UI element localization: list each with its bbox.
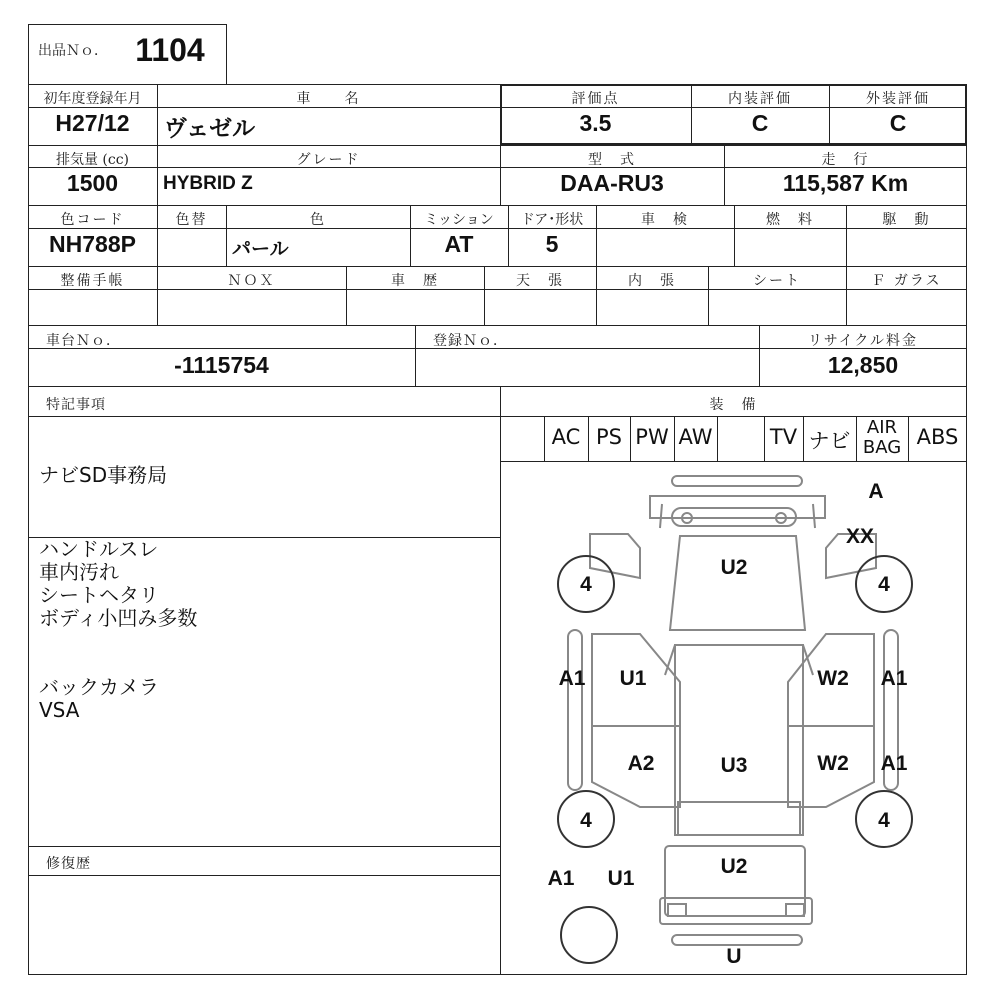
equip-navi: ナビ <box>808 429 851 453</box>
equip-abs: ABS <box>916 425 959 449</box>
door-label: ドア･形状 <box>520 212 584 228</box>
equip-airbag: AIR BAG <box>862 417 902 458</box>
mark-front-a: A <box>868 480 884 503</box>
score-label: 評価点 <box>571 91 620 107</box>
interior-label: 内装評価 <box>728 91 792 107</box>
history-label: 車 歴 <box>391 273 439 289</box>
equip-aw: AW <box>678 425 713 449</box>
rear-bumper <box>660 898 812 924</box>
equip-pw: PW <box>635 425 669 449</box>
lot-number: 1104 <box>135 32 205 68</box>
year-value: H27/12 <box>55 110 130 136</box>
inspection-label: 車 検 <box>641 212 689 228</box>
notes-top: ナビSD事務局 <box>39 463 168 487</box>
roof <box>675 645 803 835</box>
model-label: 型 式 <box>588 152 636 168</box>
recycle-label: リサイクル料金 <box>807 333 919 349</box>
mark-tire-rr: 4 <box>878 809 890 832</box>
exterior-label: 外装評価 <box>866 91 930 107</box>
mark-left-a2: A2 <box>627 752 655 775</box>
mark-right-a1-bot: A1 <box>880 752 908 775</box>
notes-body: ハンドルスレ 車内汚れ シートヘタリ ボディ小凹み多数 バックカメラ VSA <box>39 537 198 722</box>
equipment-label: 装 備 <box>709 397 758 413</box>
model-value: DAA-RU3 <box>560 170 664 196</box>
year-label: 初年度登録年月 <box>43 91 142 107</box>
recycle-value: 12,850 <box>827 352 899 378</box>
door-value: 5 <box>545 231 559 257</box>
name-label: 車 名 <box>296 91 361 107</box>
lot-label: 出品Ｎｏ． <box>38 43 108 59</box>
mark-right-w2-bot: W2 <box>817 752 849 775</box>
mark-tire-fl: 4 <box>580 573 592 596</box>
mark-rear: U <box>726 945 742 968</box>
nox-label: ＮＯＸ <box>227 273 276 289</box>
roof-label: 天 張 <box>516 273 564 289</box>
mark-roof: U3 <box>720 754 748 777</box>
seat-label: シート <box>753 273 801 289</box>
mark-right-w2-top: W2 <box>817 667 849 690</box>
car-damage-diagram <box>500 462 967 975</box>
mark-tire-fr: 4 <box>878 573 890 596</box>
mark-hood: U2 <box>720 556 748 579</box>
grade-label: グレード <box>296 152 361 168</box>
mark-trunk: U2 <box>720 855 748 878</box>
notes-label: 特記事項 <box>46 397 106 413</box>
equip-ac: AC <box>551 425 581 449</box>
mark-left-a1: A1 <box>558 667 586 690</box>
inner-label: 内 張 <box>628 273 676 289</box>
reg-label: 登録Ｎｏ． <box>433 333 508 349</box>
recolor-label: 色替 <box>175 212 208 228</box>
manual-label: 整備手帳 <box>60 273 125 289</box>
mark-front-xx: XX <box>845 525 874 548</box>
color-label: 色 <box>310 212 326 228</box>
colorcode-label: 色コード <box>60 212 125 228</box>
exterior-value: C <box>889 110 907 136</box>
mark-rear-a1: A1 <box>547 867 575 890</box>
mission-value: AT <box>444 231 474 257</box>
mark-rear-u1: U1 <box>607 867 635 890</box>
chassis-label: 車台Ｎｏ． <box>46 333 121 349</box>
spare-tire <box>561 907 617 963</box>
mileage-label: 走 行 <box>821 152 870 168</box>
equip-tv: TV <box>769 425 798 449</box>
glass-label: Ｆ ガラス <box>871 273 942 289</box>
colorcode-value: NH788P <box>49 231 136 257</box>
color-value: パール <box>232 239 289 260</box>
grade-value: HYBRID Z <box>163 173 253 194</box>
hood <box>670 536 805 630</box>
cc-value: 1500 <box>66 170 119 196</box>
equip-ps: PS <box>596 425 622 449</box>
chassis-value: -1115754 <box>174 352 269 378</box>
mark-left-u1: U1 <box>619 667 647 690</box>
interior-value: C <box>751 110 769 136</box>
name-value: ヴェゼル <box>164 115 256 141</box>
repair-label: 修復歴 <box>46 856 91 872</box>
front-bumper-bar <box>672 476 802 486</box>
left-fender <box>590 534 640 578</box>
score-value: 3.5 <box>579 110 612 136</box>
mark-tire-rl: 4 <box>580 809 592 832</box>
drive-label: 駆 動 <box>882 212 931 228</box>
mission-label: ミッション <box>424 212 494 228</box>
cc-label: 排気量 (cc) <box>55 152 130 168</box>
mileage-value: 115,587 Km <box>782 170 909 196</box>
fuel-label: 燃 料 <box>766 212 814 228</box>
mark-right-a1-top: A1 <box>880 667 908 690</box>
left-side-sill <box>568 630 582 790</box>
